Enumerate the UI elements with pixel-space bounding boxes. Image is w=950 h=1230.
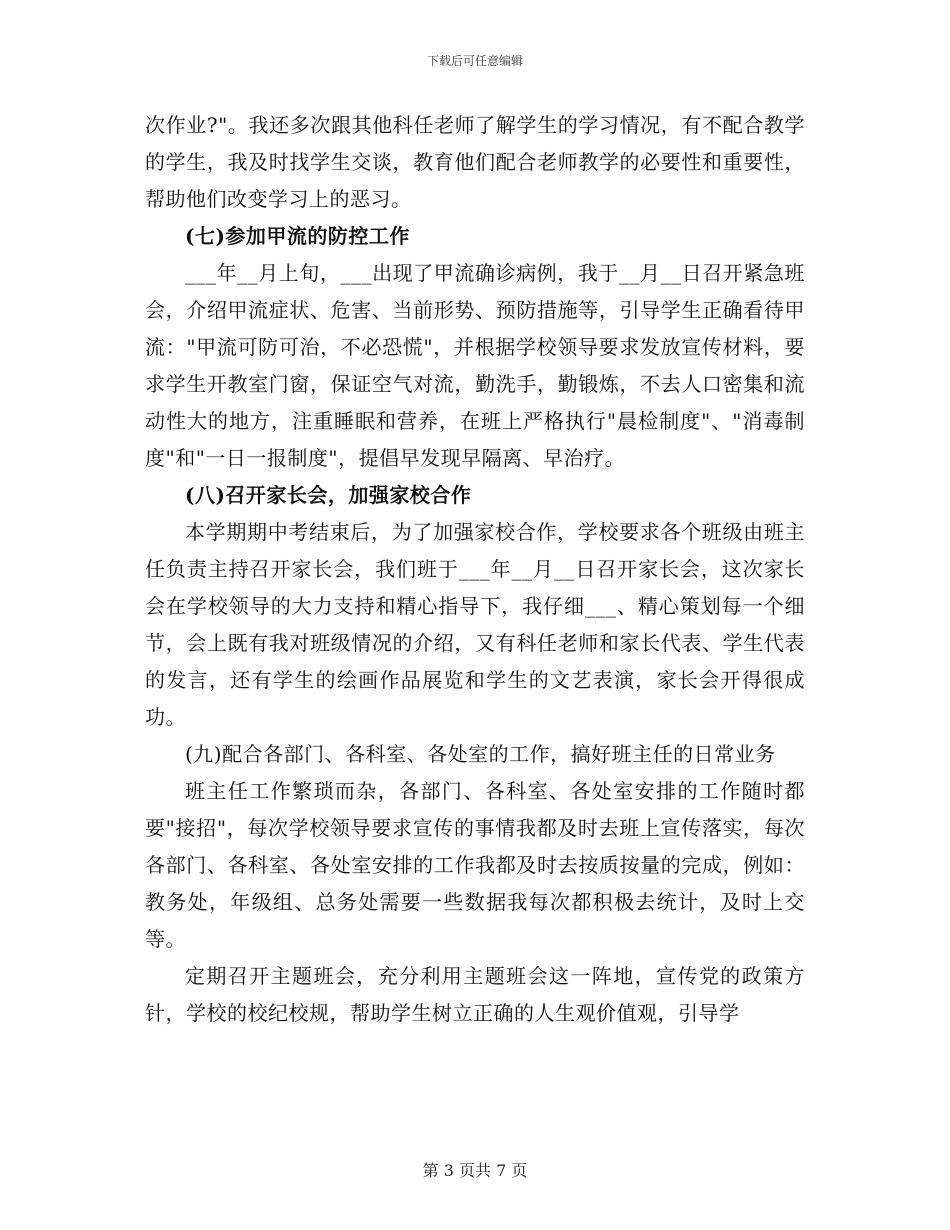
paragraph-theme-meeting: 定期召开主题班会，充分利用主题班会这一阵地，宣传党的政策方针，学校的校纪校规，帮助学生树立正确的人生观价值观，引导学: [145, 964, 805, 1025]
paragraph-parent-meeting: 本学期期中考结束后，为了加强家校合作，学校要求各个班级由班主任负责主持召开家长会，我们班于___年__月__日召开家长会，这次家长会在学校领导的大力支持和精心指导下，我仔细___、精心策划每一个细节，会上既有我对班级情况的介绍，又有科任老师和家长代表、学生代表的发言，还有学生的绘画作品展览和学生的文艺表演，家长会开得很成功。: [145, 520, 805, 729]
paragraph-flu-prevention: ___年__月上旬，___出现了甲流确诊病例，我于__月__日召开紧急班会，介绍甲流症状、危害、当前形势、预防措施等，引导学生正确看待甲流："甲流可防可治，不必恐慌"，并根据学校领导要求发放宣传材料，要求学生开教室门窗，保证空气对流，勤洗手，勤锻炼，不去人口密集和流动性大的地方，注重睡眠和营养，在班上严格执行"晨检制度"、"消毒制度"和"一日一报制度"，提倡早发现早隔离、早治疗。: [145, 261, 805, 470]
page-header: 下载后可任意编辑: [426, 54, 523, 68]
section-heading-9: (九)配合各部门、各科室、各处室的工作，搞好班主任的日常业务: [185, 742, 776, 766]
paragraph-daily-work: 班主任工作繁琐而杂，各部门、各科室、各处室安排的工作随时都要"接招"，每次学校领导要求宣传的事情我都及时去班上宣传落实，每次各部门、各科室、各处室安排的工作我都及时去按质按量的完成，例如：教务处，年级组、总务处需要一些数据我每次都积极去统计，及时上交等。: [145, 779, 805, 951]
paragraph-continued: 次作业?"。我还多次跟其他科任老师了解学生的学习情况，有不配合教学的学生，我及时找学生交谈，教育他们配合老师教学的必要性和重要性，帮助他们改变学习上的恶习。: [145, 113, 805, 211]
document-body: [145, 107, 805, 1032]
section-heading-8: (八)召开家长会，加强家校合作: [185, 483, 472, 507]
page-number: 第 3 页共 7 页: [422, 1161, 528, 1180]
section-heading-7: (七)参加甲流的防控工作: [185, 224, 410, 248]
